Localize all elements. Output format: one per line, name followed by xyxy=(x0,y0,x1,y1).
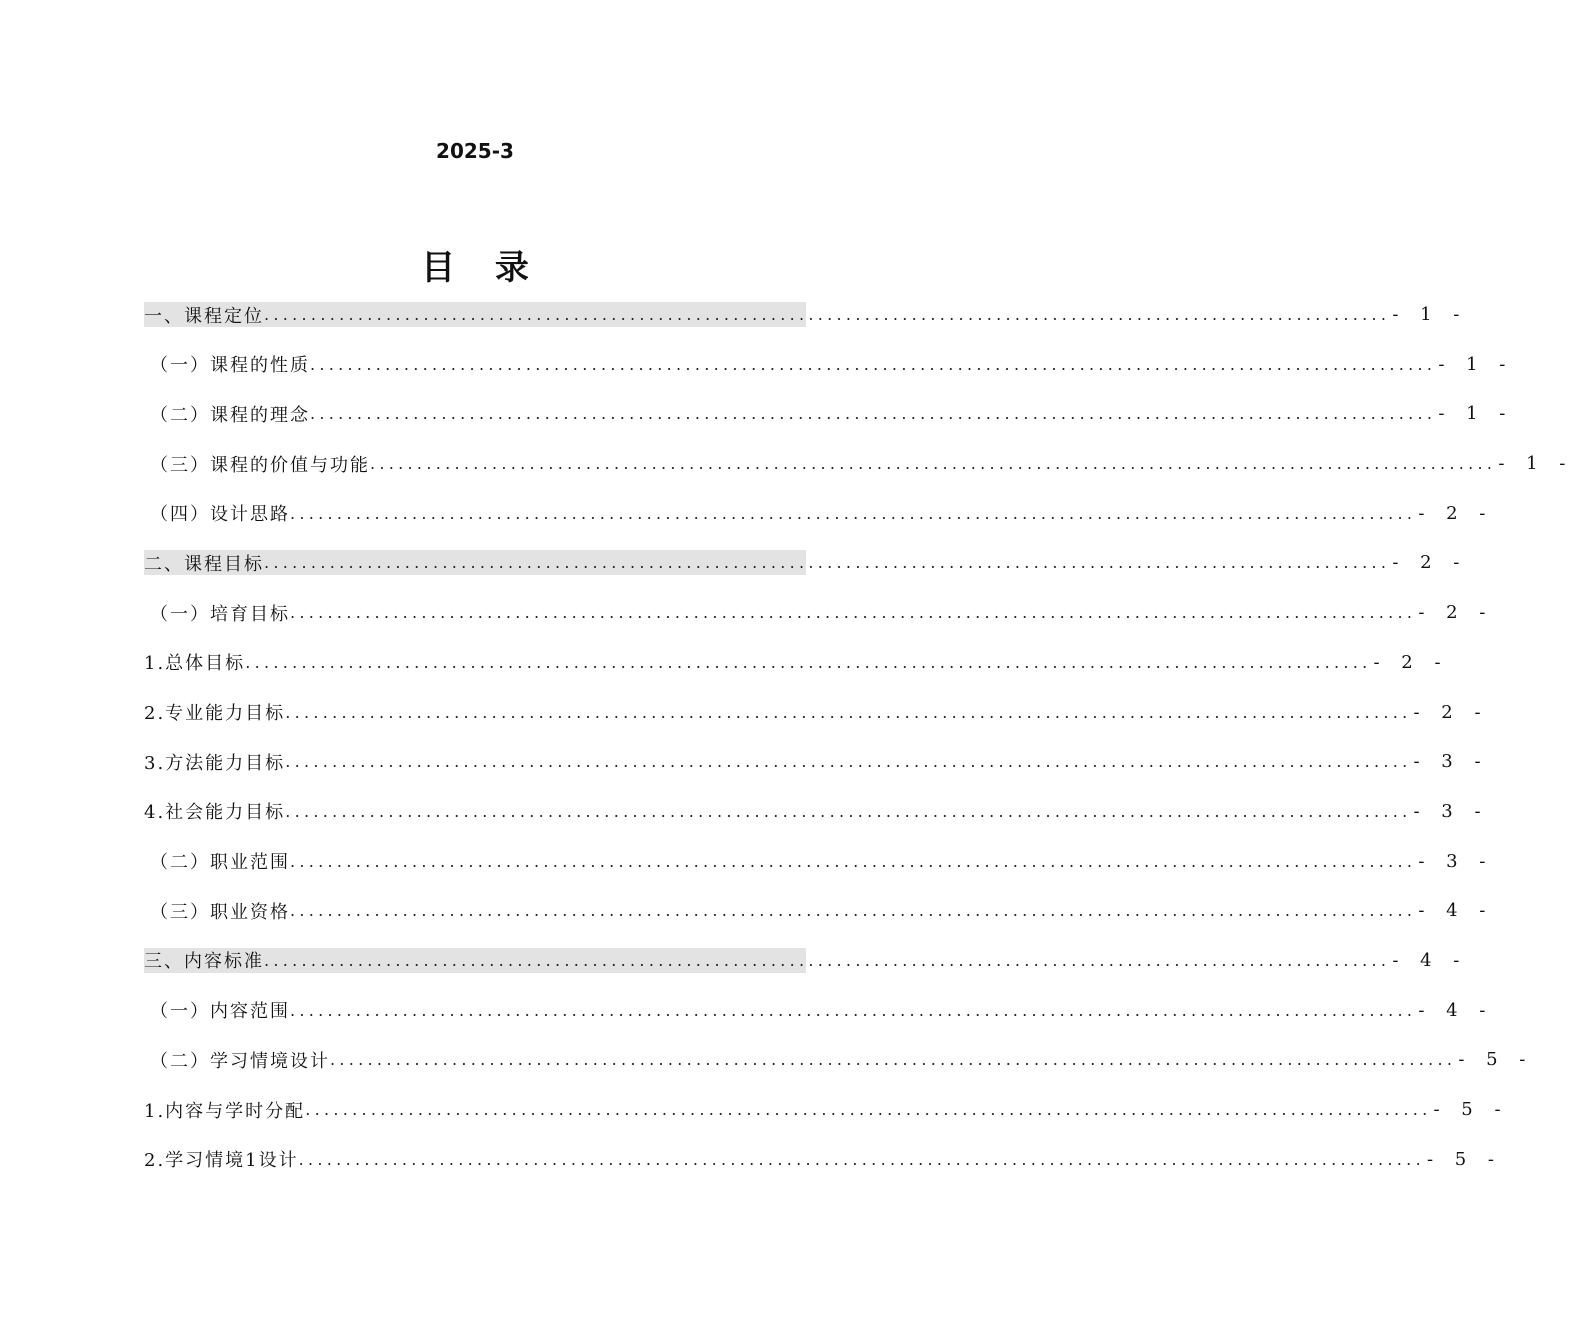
toc-entry-label: （三）职业资格 xyxy=(150,901,290,923)
toc-entry[interactable] xyxy=(144,451,1573,476)
toc-entry-label: （四）设计思路 xyxy=(150,504,290,526)
toc-entry-page: - 2 - xyxy=(1413,701,1489,723)
toc-entry[interactable] xyxy=(144,1047,1534,1072)
toc-entry[interactable] xyxy=(144,302,1468,327)
toc-entry-page: - 1 - xyxy=(1438,403,1514,425)
toc-entry-label: 二、课程目标 xyxy=(144,553,264,575)
toc-leader-dots: ........................................................................................................................ xyxy=(264,305,1391,324)
toc-entry-page: - 1 - xyxy=(1498,453,1573,475)
toc-leader-dots: ........................................................................................................................ xyxy=(330,1050,1457,1070)
toc-entry[interactable] xyxy=(144,1097,1509,1122)
toc-entry-page: - 2 - xyxy=(1373,651,1449,673)
toc-entry-label: 3.方法能力目标 xyxy=(144,752,286,774)
toc-entry-label: 一、课程定位 xyxy=(144,305,264,327)
toc-entry-page: - 5 - xyxy=(1426,1148,1503,1170)
toc-leader-dots: ........................................................................................................................ xyxy=(310,404,1437,424)
toc-entry-label: （一）内容范围 xyxy=(150,1001,290,1023)
toc-entry-page: - 3 - xyxy=(1418,850,1494,872)
toc-leader-dots: ........................................................................................................................ xyxy=(290,1000,1417,1020)
toc-entry-page: - 4 - xyxy=(1392,949,1468,971)
toc-entry[interactable] xyxy=(144,849,1494,874)
toc-leader-dots: ........................................................................................................................ xyxy=(285,801,1412,821)
toc-leader-dots: ........................................................................................................................ xyxy=(298,1149,1425,1169)
toc-leader-dots: ........................................................................................................................ xyxy=(370,454,1497,474)
toc-entry-label: （三）课程的价值与功能 xyxy=(150,454,370,476)
toc-leader-dots: ........................................................................................................................ xyxy=(305,1100,1432,1119)
toc-entry-page: - 3 - xyxy=(1413,751,1489,773)
toc-entry[interactable] xyxy=(144,600,1494,625)
toc-entry[interactable] xyxy=(144,799,1489,824)
toc-entry[interactable] xyxy=(144,749,1489,774)
toc-entry-label: （二）职业范围 xyxy=(150,852,290,874)
toc-leader-dots: ........................................................................................................................ xyxy=(285,702,1412,722)
toc-entry-page: - 4 - xyxy=(1418,900,1494,922)
toc-entry-page: - 2 - xyxy=(1392,552,1468,574)
toc-leader-dots: ........................................................................................................................ xyxy=(310,354,1437,374)
toc-entry[interactable] xyxy=(144,948,1468,973)
toc-leader-dots: ........................................................................................................................ xyxy=(264,950,1391,970)
toc-entry-page: - 1 - xyxy=(1438,353,1514,375)
table-of-contents xyxy=(144,302,1573,1196)
toc-entry-page: - 1 - xyxy=(1392,304,1468,325)
toc-leader-dots: ........................................................................................................................ xyxy=(290,603,1417,623)
toc-entry-page: - 5 - xyxy=(1433,1099,1509,1120)
toc-entry-page: - 2 - xyxy=(1418,602,1494,624)
toc-entry-label: （一）课程的性质 xyxy=(150,355,310,377)
toc-entry[interactable] xyxy=(144,401,1514,426)
toc-entry-label: 4.社会能力目标 xyxy=(144,802,286,824)
toc-entry[interactable] xyxy=(144,501,1494,526)
toc-entry[interactable] xyxy=(144,998,1494,1023)
toc-entry[interactable] xyxy=(144,650,1449,675)
toc-entry[interactable] xyxy=(144,898,1494,923)
toc-entry[interactable] xyxy=(144,700,1489,725)
toc-entry-page: - 5 - xyxy=(1458,1049,1534,1071)
toc-entry-page: - 2 - xyxy=(1418,502,1494,524)
toc-entry[interactable] xyxy=(144,352,1514,377)
toc-title: 目 录 xyxy=(421,248,543,288)
toc-entry-label: 2.学习情境1设计 xyxy=(144,1150,299,1172)
toc-leader-dots: ........................................................................................................................ xyxy=(290,901,1417,921)
toc-leader-dots: ........................................................................................................................ xyxy=(290,851,1417,871)
toc-entry-label: 2.专业能力目标 xyxy=(144,703,286,724)
toc-entry-label: （二）课程的理念 xyxy=(150,404,310,426)
toc-entry-label: （一）培育目标 xyxy=(150,603,290,625)
toc-entry-label: （二）学习情境设计 xyxy=(150,1050,330,1072)
document-date: 2025-3 xyxy=(436,139,514,163)
toc-entry[interactable] xyxy=(144,550,1468,575)
toc-entry-label: 1.总体目标 xyxy=(144,653,246,675)
toc-entry-page: - 4 - xyxy=(1418,999,1494,1021)
toc-entry-label: 三、内容标准 xyxy=(144,951,264,973)
toc-entry[interactable] xyxy=(144,1147,1503,1172)
toc-leader-dots: ........................................................................................................................ xyxy=(264,553,1391,573)
toc-entry-page: - 3 - xyxy=(1413,800,1489,822)
toc-leader-dots: ........................................................................................................................ xyxy=(290,503,1417,523)
toc-entry-label: 1.内容与学时分配 xyxy=(144,1100,306,1122)
toc-leader-dots: ........................................................................................................................ xyxy=(285,752,1412,772)
toc-leader-dots: ........................................................................................................................ xyxy=(245,652,1372,672)
